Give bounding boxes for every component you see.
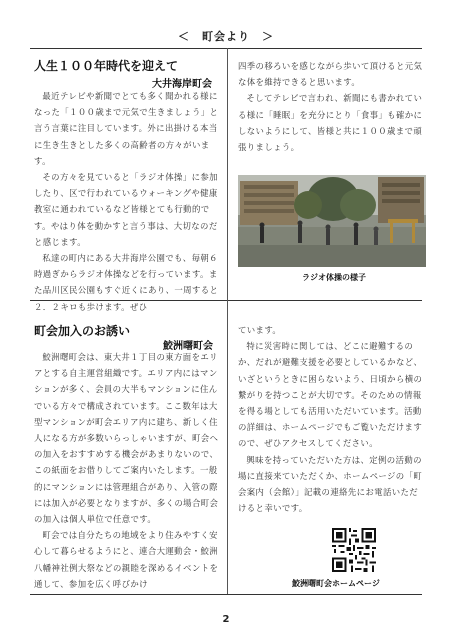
page-header: ＜ 町会より ＞ <box>178 30 274 43</box>
article1-body-left <box>34 88 220 312</box>
article2-paragraph: 町会では自分たちの地域をより住みやすく安心して暮らせるようにと、連合大運動会・鮫洲八幡神社例大祭などの親睦を深めるイベントを通して、参加を広く呼びかけ <box>34 530 219 589</box>
qr-caption: 鮫洲曙町会ホームページ <box>292 579 380 588</box>
photo-image <box>238 175 426 267</box>
article2-paragraph: 鮫洲曙町会は、東大井１丁目の東方面をエリアとする自主運営組織です。エリア内にはマンションが多く、会員の大半もマンションに住んでいる方々で構成されています。ここ数年は大型マンションが町会エリア内に建ち、新しく住人になる方が多数いらっしゃいますが、町会への加入をおすすめする機会があまりないので、この紙面をお借りしてご案内いたします。一般的にマンションには管理組合があり、入管の際には加入が必要となりますが、多くの場合町会の加入は個人単位で任意です。 <box>34 352 219 525</box>
article1-paragraph: 四季の移ろいを感じながら歩いて頂けると元気な体を維持できると思います。 <box>238 61 423 88</box>
photo-caption: ラジオ体操の様子 <box>302 273 366 282</box>
article2-paragraph: ています。 <box>238 325 282 335</box>
page-number: 2 <box>222 614 230 625</box>
article1-paragraph: そしてテレビで言われ、新聞にも書かれている様に「睡眠」を充分にとり「食事」も確かにしないようにして、皆様と共に１００歳まで頑張りましょう。 <box>238 93 423 153</box>
article2-org: 鮫洲曙町会 <box>163 341 213 352</box>
radio-exercise-photo <box>238 175 426 267</box>
article1-paragraph: 最近テレビや新聞でとても多く聞かれる様になった「１００歳まで元気で生きましょう」と言う言葉に注目しています。外に出掛ける本当に生き生きとした多くの高齢者の方々がいます。 <box>34 91 219 166</box>
homepage-qr-code[interactable] <box>332 528 376 572</box>
column-divider-top <box>227 48 228 300</box>
article1-org: 大井海岸町会 <box>152 79 212 90</box>
article2-body-right <box>238 322 426 522</box>
article2-body-left <box>34 349 220 591</box>
bottom-divider <box>30 594 422 595</box>
article2-title: 町会加入のお誘い <box>34 324 131 338</box>
column-divider-bottom <box>227 300 228 594</box>
top-divider <box>30 48 422 49</box>
article1-paragraph: その方々を見ていると「ラジオ体操」に参加したり、区で行われているウォーキングや健康教室に通われているなど皆様とても行動的です。やはり体を動かすと言う事は、大切なのだと感じます。 <box>34 172 218 247</box>
article1-paragraph: 私達の町内にある大井海岸公園でも、毎朝６時過ぎからラジオ体操などを行っています。また品川区民公園もすぐ近くにあり、一周すると２．２キロも歩けます。ぜひ <box>34 253 219 312</box>
article1-title: 人生１００年時代を迎えて <box>34 59 179 73</box>
article1-body-right <box>238 58 426 170</box>
qr-code-icon <box>332 528 376 572</box>
article2-paragraph: 興味を持っていただいた方は、定例の活動の場に直接来ていただくか、ホームページの「町会案内（会館）」記載の連絡先にお電話いただけると幸いです。 <box>238 454 423 514</box>
article2-paragraph: 特に災害時に関しては、どこに避難するのか、だれが避難支援を必要としているかなど、いざというときに困らないよう、日頃から横の繋がりを持つことが大切です。そのための情報を得る場としても活用いただいています。活動の詳細は、ホームページでもご覧いただけますので、ぜひアクセスしてください。 <box>238 341 423 449</box>
